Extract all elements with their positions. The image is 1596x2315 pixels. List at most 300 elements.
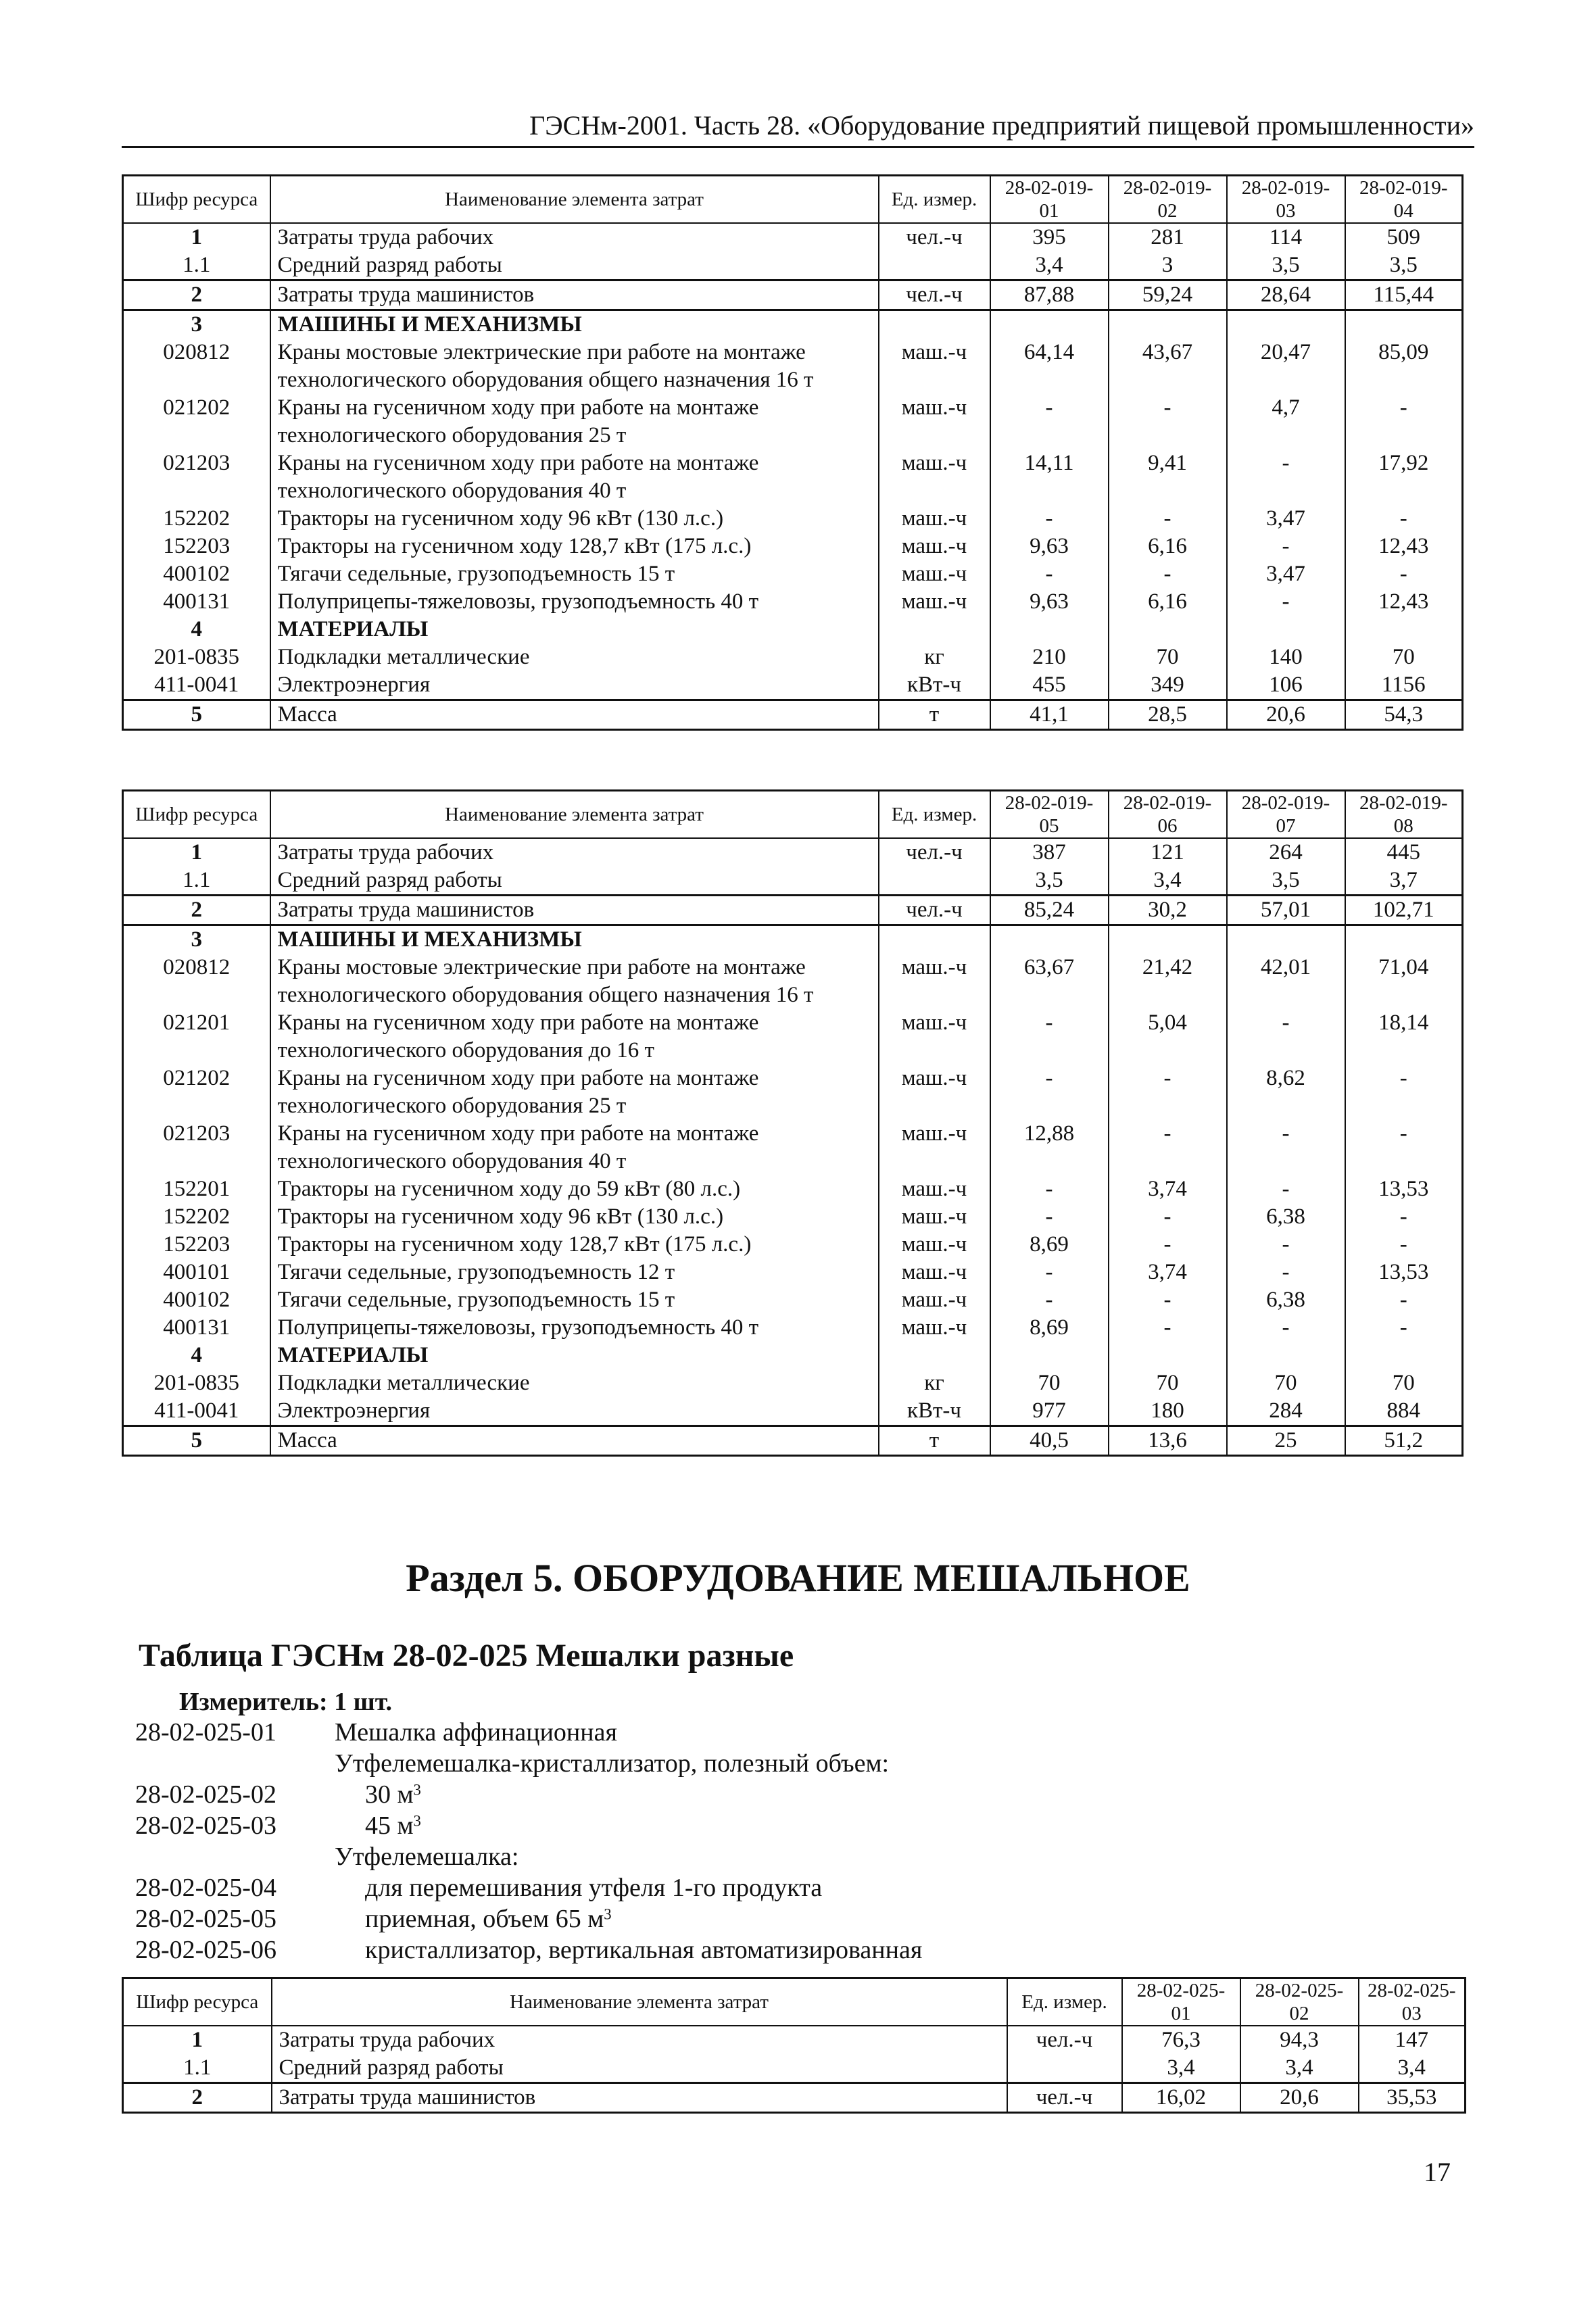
cell-cost-name: Краны на гусеничном ходу при работе на монтаже технологического оборудования 25 т (270, 1065, 879, 1120)
cell-value: 17,92 (1345, 449, 1463, 505)
cell-value: 40,5 (990, 1426, 1109, 1456)
cell-value (1227, 616, 1345, 643)
cell-value: 884 (1345, 1397, 1463, 1426)
cell-value: 16,02 (1122, 2083, 1240, 2113)
cell-resource-code: 021201 (163, 1010, 231, 1035)
table-row (123, 223, 1463, 251)
cell-unit: маш.-ч (879, 533, 990, 560)
cell-unit: маш.-ч (879, 1009, 990, 1065)
cell-resource-code: 1 (191, 840, 202, 864)
item-description (365, 1810, 421, 1841)
cell-value: 70 (1227, 1369, 1345, 1397)
header-unit: Ед. измер. (879, 791, 990, 839)
header-cost-name: Наименование элемента затрат (272, 1978, 1007, 2026)
table-row (123, 1231, 1463, 1259)
cell-value (1345, 1342, 1463, 1369)
cell-value: 59,24 (1109, 281, 1227, 310)
cell-value (1345, 310, 1463, 339)
item-code: 28-02-025-01 (135, 1718, 276, 1747)
table-row (123, 616, 1463, 643)
cell-value: 51,2 (1345, 1426, 1463, 1456)
section-title: Раздел 5. ОБОРУДОВАНИЕ МЕШАЛЬНОЕ (406, 1556, 1190, 1600)
cell-value: 20,6 (1240, 2083, 1359, 2113)
cell-unit: чел.-ч (879, 896, 990, 925)
cell-value: - (1109, 1065, 1227, 1120)
table-row (123, 1369, 1463, 1397)
cell-value: - (1109, 1314, 1227, 1342)
cell-value: 6,16 (1109, 533, 1227, 560)
cell-value: - (990, 1065, 1109, 1120)
cell-value: 349 (1109, 671, 1227, 700)
cell-value: 76,3 (1122, 2026, 1240, 2054)
cell-unit (879, 251, 990, 281)
header-norm-code: 28-02-019-02 (1109, 176, 1227, 224)
table-row (123, 394, 1463, 449)
cell-value: 455 (990, 671, 1109, 700)
table-row (123, 1286, 1463, 1314)
item-text: кристаллизатор, вертикальная автоматизированная (365, 1936, 923, 1964)
item-code: 28-02-025-02 (135, 1780, 276, 1809)
table-row (123, 896, 1463, 925)
cell-value: 3,47 (1227, 505, 1345, 533)
item-superscript: 3 (413, 1812, 421, 1830)
cell-resource-code: 152201 (163, 1177, 231, 1201)
cell-value: - (990, 394, 1109, 449)
cell-value: 12,43 (1345, 533, 1463, 560)
cell-unit: чел.-ч (879, 838, 990, 867)
cell-unit (879, 925, 990, 954)
cell-cost-name: МАШИНЫ И МЕХАНИЗМЫ (270, 310, 879, 339)
table-row (123, 643, 1463, 671)
cell-value: 20,47 (1227, 339, 1345, 394)
cell-value: 3,7 (1345, 867, 1463, 896)
cell-value: 70 (990, 1369, 1109, 1397)
cell-resource-code: 152202 (163, 1204, 231, 1229)
cell-resource-code: 400131 (163, 1315, 231, 1340)
resource-table-019-05-08 (122, 789, 1464, 1457)
item-text: 30 м (365, 1780, 414, 1809)
cell-value: 18,14 (1345, 1009, 1463, 1065)
cell-unit: кг (879, 643, 990, 671)
cell-value: - (1345, 1203, 1463, 1231)
item-description (365, 1872, 822, 1903)
cell-unit: кг (879, 1369, 990, 1397)
cell-value: 70 (1109, 1369, 1227, 1397)
item-description (365, 1779, 421, 1810)
cell-unit: маш.-ч (879, 560, 990, 588)
cell-value: 8,69 (990, 1231, 1109, 1259)
table-row (123, 588, 1463, 616)
page-number: 17 (1424, 2157, 1451, 2187)
table-row (123, 1259, 1463, 1286)
header-unit: Ед. измер. (1007, 1978, 1122, 2026)
cell-value: 977 (990, 1397, 1109, 1426)
cell-cost-name: Средний разряд работы (270, 251, 879, 281)
cell-value: 6,16 (1109, 588, 1227, 616)
cell-cost-name: Средний разряд работы (272, 2054, 1007, 2083)
cell-value: 3,4 (990, 251, 1109, 281)
table-row (123, 310, 1463, 339)
cell-value: - (990, 1175, 1109, 1203)
cell-value: 57,01 (1227, 896, 1345, 925)
cell-value: 71,04 (1345, 954, 1463, 1009)
table-row (123, 505, 1463, 533)
cell-resource-code: 201-0835 (153, 645, 239, 669)
cell-value (990, 616, 1109, 643)
cell-cost-name: Масса (270, 700, 879, 730)
cell-unit (1007, 2054, 1122, 2083)
cell-value: 387 (990, 838, 1109, 867)
resource-table-025 (122, 1977, 1466, 2114)
cell-value: 102,71 (1345, 896, 1463, 925)
cell-resource-code: 1 (191, 2028, 203, 2052)
table-row (123, 700, 1463, 730)
cell-resource-code: 2 (123, 896, 270, 925)
cell-value: 64,14 (990, 339, 1109, 394)
cell-resource-code: 2 (123, 2083, 272, 2113)
cell-value: 70 (1345, 643, 1463, 671)
cell-unit: чел.-ч (1007, 2083, 1122, 2113)
cell-unit: маш.-ч (879, 1120, 990, 1175)
cell-resource-code: 1.1 (183, 868, 211, 892)
cell-resource-code: 5 (123, 700, 270, 730)
cell-value: - (1227, 1120, 1345, 1175)
cell-value: 43,67 (1109, 339, 1227, 394)
cell-cost-name: Затраты труда машинистов (270, 281, 879, 310)
cell-value: 87,88 (990, 281, 1109, 310)
cell-resource-code: 3 (123, 925, 270, 954)
cell-resource-code: 2 (123, 281, 270, 310)
cell-unit: маш.-ч (879, 505, 990, 533)
cell-value: 3,5 (1345, 251, 1463, 281)
cell-unit: маш.-ч (879, 1065, 990, 1120)
cell-value: 14,11 (990, 449, 1109, 505)
cell-cost-name: Краны мостовые электрические при работе на монтаже технологического оборудования общего назначения 16 т (270, 339, 879, 394)
cell-value: 6,38 (1227, 1286, 1345, 1314)
cell-cost-name: Электроэнергия (270, 671, 879, 700)
item-text: приемная, объем 65 м (365, 1905, 604, 1933)
table-row (123, 1203, 1463, 1231)
cell-value: 281 (1109, 223, 1227, 251)
header-unit: Ед. измер. (879, 176, 990, 224)
cell-cost-name: Средний разряд работы (270, 867, 879, 896)
cell-cost-name: Тягачи седельные, грузоподъемность 15 т (270, 1286, 879, 1314)
cell-cost-name: МАШИНЫ И МЕХАНИЗМЫ (270, 925, 879, 954)
table-row (123, 671, 1463, 700)
cell-value: - (1109, 394, 1227, 449)
cell-value: - (1345, 394, 1463, 449)
cell-resource-code: 1.1 (183, 2055, 212, 2080)
cell-value: 3,4 (1240, 2054, 1359, 2083)
cell-value: 114 (1227, 223, 1345, 251)
cell-cost-name: Затраты труда рабочих (270, 223, 879, 251)
cell-value: - (1227, 1231, 1345, 1259)
item-text: Утфелемешалка: (335, 1843, 519, 1871)
cell-value: - (1345, 1286, 1463, 1314)
cell-value: 20,6 (1227, 700, 1345, 730)
table-row (123, 281, 1463, 310)
cell-value: 3,74 (1109, 1175, 1227, 1203)
cell-unit: чел.-ч (879, 281, 990, 310)
cell-value: 28,5 (1109, 700, 1227, 730)
item-code: 28-02-025-04 (135, 1874, 276, 1902)
cell-resource-code: 152203 (163, 534, 231, 558)
cell-resource-code: 411-0041 (154, 1398, 239, 1423)
table-row (123, 1120, 1463, 1175)
cell-resource-code: 201-0835 (153, 1371, 239, 1395)
cell-value: 8,69 (990, 1314, 1109, 1342)
cell-resource-code: 021203 (163, 1121, 231, 1146)
cell-value: 106 (1227, 671, 1345, 700)
cell-unit: кВт-ч (879, 1397, 990, 1426)
cell-cost-name: Краны на гусеничном ходу при работе на монтаже технологического оборудования 40 т (270, 1120, 879, 1175)
header-norm-code: 28-02-019-03 (1227, 176, 1345, 224)
header-resource-code: Шифр ресурса (123, 1978, 272, 2026)
cell-value: 509 (1345, 223, 1463, 251)
cell-resource-code: 4 (191, 1343, 202, 1367)
header-resource-code: Шифр ресурса (123, 791, 270, 839)
cell-cost-name: Затраты труда машинистов (270, 896, 879, 925)
cell-value: 147 (1359, 2026, 1466, 2054)
item-text: 45 м (365, 1811, 414, 1840)
cell-unit: маш.-ч (879, 1314, 990, 1342)
table-row (123, 1397, 1463, 1426)
cell-value: 5,04 (1109, 1009, 1227, 1065)
cell-cost-name: Тракторы на гусеничном ходу 128,7 кВт (175 л.с.) (270, 533, 879, 560)
cell-cost-name: Полуприцепы-тяжеловозы, грузоподъемность 40 т (270, 588, 879, 616)
cell-value: 9,41 (1109, 449, 1227, 505)
cell-unit: т (879, 700, 990, 730)
cell-cost-name: Электроэнергия (270, 1397, 879, 1426)
cell-value: 180 (1109, 1397, 1227, 1426)
cell-value: 9,63 (990, 533, 1109, 560)
cell-value (1227, 310, 1345, 339)
cell-value: 284 (1227, 1397, 1345, 1426)
cell-value: 85,24 (990, 896, 1109, 925)
cell-value: 1156 (1345, 671, 1463, 700)
item-code: 28-02-025-06 (135, 1936, 276, 1964)
cell-value: 12,88 (990, 1120, 1109, 1175)
cell-value: 445 (1345, 838, 1463, 867)
table-row (123, 339, 1463, 394)
header-cost-name: Наименование элемента затрат (270, 791, 879, 839)
cell-value: 3,5 (1227, 251, 1345, 281)
cell-cost-name: МАТЕРИАЛЫ (270, 1342, 879, 1369)
cell-value: 3,5 (1227, 867, 1345, 896)
cell-value: - (990, 505, 1109, 533)
cell-value: - (990, 1286, 1109, 1314)
cell-value (1227, 925, 1345, 954)
item-superscript: 3 (413, 1781, 421, 1799)
cell-value: 41,1 (990, 700, 1109, 730)
cell-cost-name: Затраты труда рабочих (272, 2026, 1007, 2054)
cell-value: 94,3 (1240, 2026, 1359, 2054)
cell-resource-code: 021202 (163, 395, 231, 420)
header-norm-code: 28-02-019-05 (990, 791, 1109, 839)
cell-value: 54,3 (1345, 700, 1463, 730)
cell-resource-code: 3 (123, 310, 270, 339)
cell-cost-name: Тракторы на гусеничном ходу 96 кВт (130 л.с.) (270, 505, 879, 533)
table-row (123, 1426, 1463, 1456)
header-norm-code: 28-02-019-06 (1109, 791, 1227, 839)
cell-value: - (1227, 1259, 1345, 1286)
item-description (335, 1841, 518, 1872)
cell-value: 121 (1109, 838, 1227, 867)
table-row (123, 1009, 1463, 1065)
cell-cost-name: Подкладки металлические (270, 1369, 879, 1397)
cell-unit: кВт-ч (879, 671, 990, 700)
cell-value: 3,4 (1359, 2054, 1466, 2083)
cell-value (1109, 616, 1227, 643)
cell-resource-code: 400131 (163, 589, 231, 614)
table-row (123, 925, 1463, 954)
cell-value: - (1345, 1065, 1463, 1120)
item-description (365, 1934, 922, 1966)
cell-value: 395 (990, 223, 1109, 251)
table-row (123, 560, 1463, 588)
cell-value: - (1109, 1231, 1227, 1259)
table-row (123, 2026, 1466, 2054)
table-row (123, 533, 1463, 560)
cell-cost-name: Подкладки металлические (270, 643, 879, 671)
cell-cost-name: Краны на гусеничном ходу при работе на монтаже технологического оборудования 25 т (270, 394, 879, 449)
header-cost-name: Наименование элемента затрат (270, 176, 879, 224)
cell-value: 25 (1227, 1426, 1345, 1456)
table-row (123, 1342, 1463, 1369)
cell-unit (879, 867, 990, 896)
cell-value: 63,67 (990, 954, 1109, 1009)
cell-value (1345, 616, 1463, 643)
cell-resource-code: 021203 (163, 451, 231, 475)
table-row (123, 1314, 1463, 1342)
cell-cost-name: Затраты труда рабочих (270, 838, 879, 867)
cell-unit: маш.-ч (879, 1286, 990, 1314)
cell-resource-code: 021202 (163, 1066, 231, 1090)
cell-value: - (990, 1203, 1109, 1231)
cell-cost-name: Краны мостовые электрические при работе на монтаже технологического оборудования общего назначения 16 т (270, 954, 879, 1009)
cell-cost-name: Краны на гусеничном ходу при работе на монтаже технологического оборудования до 16 т (270, 1009, 879, 1065)
item-text: для перемешивания утфеля 1-го продукта (365, 1874, 823, 1902)
cell-resource-code: 400102 (163, 562, 231, 586)
cell-cost-name: Полуприцепы-тяжеловозы, грузоподъемность 40 т (270, 1314, 879, 1342)
cell-resource-code: 152203 (163, 1232, 231, 1257)
item-text: Мешалка аффинационная (335, 1718, 617, 1747)
cell-value (1345, 925, 1463, 954)
measure-unit: Измеритель: 1 шт. (179, 1688, 393, 1716)
cell-unit: т (879, 1426, 990, 1456)
cell-cost-name: Краны на гусеничном ходу при работе на монтаже технологического оборудования 40 т (270, 449, 879, 505)
header-resource-code: Шифр ресурса (123, 176, 270, 224)
cell-unit: чел.-ч (1007, 2026, 1122, 2054)
cell-value: 42,01 (1227, 954, 1345, 1009)
cell-cost-name: Тракторы на гусеничном ходу до 59 кВт (80 л.с.) (270, 1175, 879, 1203)
cell-value: 13,53 (1345, 1259, 1463, 1286)
cell-cost-name: Масса (270, 1426, 879, 1456)
item-code: 28-02-025-03 (135, 1811, 276, 1840)
cell-resource-code: 411-0041 (154, 673, 239, 697)
cell-unit (879, 1342, 990, 1369)
cell-unit: маш.-ч (879, 1175, 990, 1203)
cell-value (990, 1342, 1109, 1369)
cell-value: - (1345, 560, 1463, 588)
cell-unit (879, 616, 990, 643)
cell-value: 3,47 (1227, 560, 1345, 588)
cell-value: - (1227, 533, 1345, 560)
cell-value: - (1227, 1175, 1345, 1203)
cell-value: 28,64 (1227, 281, 1345, 310)
cell-value: - (1227, 588, 1345, 616)
cell-unit: маш.-ч (879, 394, 990, 449)
cell-value: 35,53 (1359, 2083, 1466, 2113)
cell-resource-code: 5 (123, 1426, 270, 1456)
cell-value: - (990, 1259, 1109, 1286)
table-row (123, 867, 1463, 896)
cell-unit: маш.-ч (879, 449, 990, 505)
cell-unit: маш.-ч (879, 954, 990, 1009)
cell-value: 30,2 (1109, 896, 1227, 925)
cell-value: 3,74 (1109, 1259, 1227, 1286)
cell-unit: маш.-ч (879, 588, 990, 616)
header-norm-code: 28-02-019-08 (1345, 791, 1463, 839)
cell-resource-code: 1 (191, 225, 202, 249)
cell-value: 21,42 (1109, 954, 1227, 1009)
cell-value: 4,7 (1227, 394, 1345, 449)
cell-value: - (1109, 560, 1227, 588)
item-text: Утфелемешалка-кристаллизатор, полезный объем: (335, 1749, 890, 1778)
resource-table-019-01-04 (122, 174, 1464, 731)
cell-value: 70 (1345, 1369, 1463, 1397)
cell-unit: маш.-ч (879, 1203, 990, 1231)
cell-value: 140 (1227, 643, 1345, 671)
cell-resource-code: 020812 (163, 340, 231, 364)
cell-value: - (1109, 1203, 1227, 1231)
page-header: ГЭСНм-2001. Часть 28. «Оборудование предприятий пищевой промышленности» (122, 108, 1474, 148)
cell-value: 3,4 (1109, 867, 1227, 896)
cell-value: 12,43 (1345, 588, 1463, 616)
table-row (123, 2054, 1466, 2083)
header-norm-code: 28-02-019-04 (1345, 176, 1463, 224)
table-row (123, 2083, 1466, 2113)
cell-unit: маш.-ч (879, 339, 990, 394)
cell-value: - (1109, 505, 1227, 533)
header-norm-code: 28-02-019-01 (990, 176, 1109, 224)
cell-value: 3 (1109, 251, 1227, 281)
header-norm-code: 28-02-025-02 (1240, 1978, 1359, 2026)
table-row (123, 1065, 1463, 1120)
cell-cost-name: Тракторы на гусеничном ходу 96 кВт (130 л.с.) (270, 1203, 879, 1231)
cell-cost-name: МАТЕРИАЛЫ (270, 616, 879, 643)
cell-value (1227, 1342, 1345, 1369)
table-row (123, 838, 1463, 867)
cell-value (1109, 925, 1227, 954)
cell-value: 3,4 (1122, 2054, 1240, 2083)
table-title: Таблица ГЭСНм 28-02-025 Мешалки разные (139, 1638, 794, 1674)
cell-cost-name: Затраты труда машинистов (272, 2083, 1007, 2113)
cell-value: - (1345, 1231, 1463, 1259)
cell-value: 9,63 (990, 588, 1109, 616)
cell-resource-code: 4 (191, 617, 202, 641)
table-row (123, 1175, 1463, 1203)
cell-value: 3,5 (990, 867, 1109, 896)
cell-value: - (1227, 1009, 1345, 1065)
cell-value: 85,09 (1345, 339, 1463, 394)
cell-unit (879, 310, 990, 339)
item-description (365, 1903, 612, 1934)
cell-value: 264 (1227, 838, 1345, 867)
cell-unit: чел.-ч (879, 223, 990, 251)
cell-value: - (990, 1009, 1109, 1065)
cell-value: 210 (990, 643, 1109, 671)
